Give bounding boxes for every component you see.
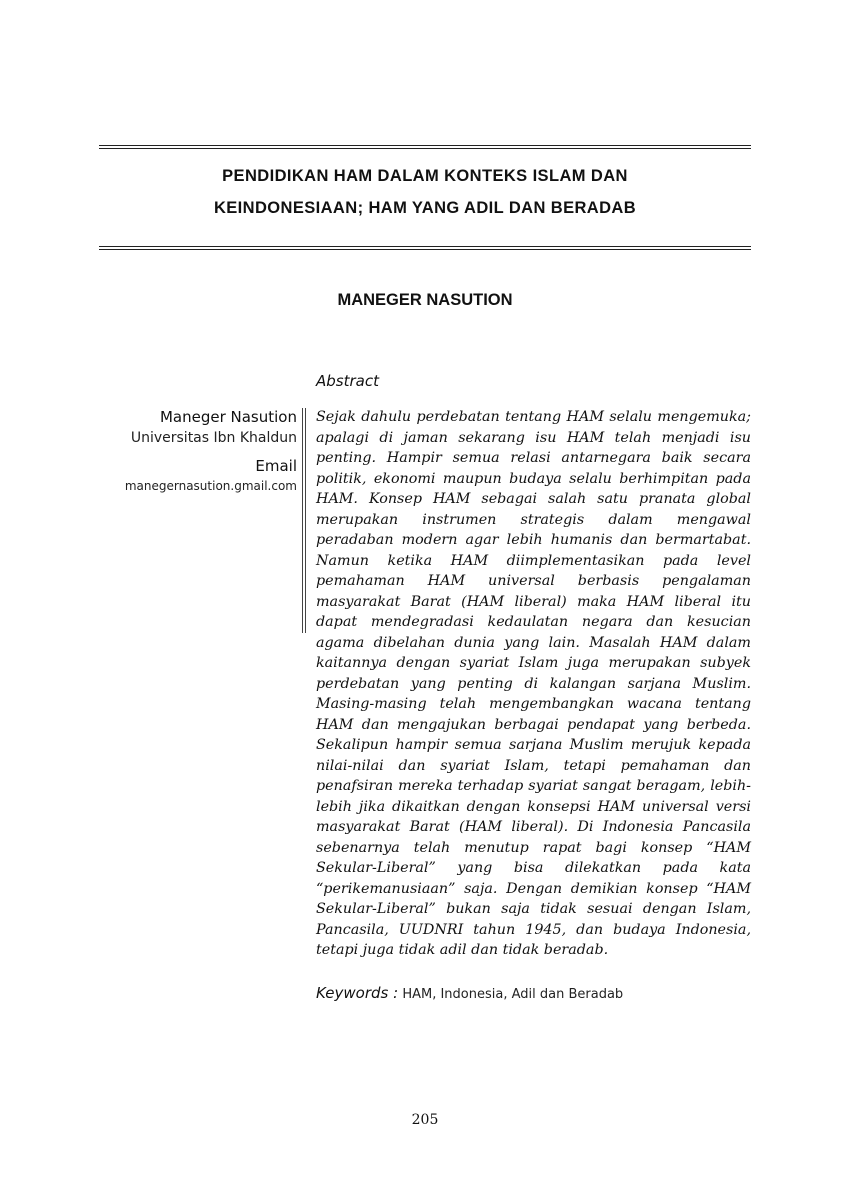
author-sidebar bbox=[100, 407, 297, 495]
keywords-value: HAM, Indonesia, Adil dan Beradab bbox=[402, 987, 624, 1002]
paper-title-line-1: PENDIDIKAN HAM DALAM KONTEKS ISLAM DAN bbox=[222, 167, 628, 185]
abstract-body: Sejak dahulu perdebatan tentang HAM selalu mengemuka; apalagi di jaman sekarang isu HAM telah menjadi isu penting. Hampir semua relasi antarnegara baik secara politik, ekonomi maupun budaya selalu berhimpitan pada HAM. Konsep HAM sebagai salah satu pranata global merupakan instrumen strategis dalam mengawal peradaban modern agar lebih humanis dan bermartabat. Namun ketika HAM diimplementasikan pada level pemahaman HAM universal berbasis pengalaman masyarakat Barat (HAM liberal) maka HAM liberal itu dapat mendegradasi kedaulatan negara dan kesucian agama dibelahan dunia yang lain. Masalah HAM dalam kaitannya dengan syariat Islam juga merupakan subyek perdebatan yang penting di kalangan sarjana Muslim. Masing-masing telah mengembangkan wacana tentang HAM dan mengajukan berbagai pendapat yang berbeda. Sekalipun hampir semua sarjana Muslim merujuk kepada nilai-nilai dan syariat Islam, tetapi pemahaman dan penafsiran mereka terhadap syariat sangat beragam, lebih-lebih jika dikaitkan dengan konsepsi HAM universal versi masyarakat Barat (HAM liberal). Di Indonesia Pancasila sebenarnya telah menutup rapat bagi konsep “HAM Sekular-Liberal” yang bisa dilekatkan pada kata “perikemanusiaan” saja. Dengan demikian konsep “HAM Sekular-Liberal” bukan saja tidak sesuai dengan Islam, Pancasila, UUDNRI tahun 1945, dan budaya Indonesia, tetapi juga tidak adil dan tidak beradab. bbox=[316, 409, 751, 958]
page-number: 205 bbox=[411, 1112, 439, 1128]
keywords-line bbox=[316, 984, 623, 1002]
sidebar-divider bbox=[302, 408, 306, 633]
title-rule-top bbox=[99, 145, 751, 149]
sidebar-email-label: Email bbox=[255, 457, 297, 475]
title-rule-bottom bbox=[99, 246, 751, 250]
keywords-label: Keywords : bbox=[316, 984, 399, 1002]
author-name: MANEGER NASUTION bbox=[337, 291, 513, 309]
sidebar-institution: Universitas Ibn Khaldun bbox=[130, 430, 297, 446]
abstract-heading: Abstract bbox=[316, 372, 379, 390]
sidebar-author-name: Maneger Nasution bbox=[159, 408, 297, 426]
sidebar-email: manegernasution.gmail.com bbox=[124, 479, 297, 493]
paper-title-line-2: KEINDONESIAAN; HAM YANG ADIL DAN BERADAB bbox=[213, 199, 637, 217]
